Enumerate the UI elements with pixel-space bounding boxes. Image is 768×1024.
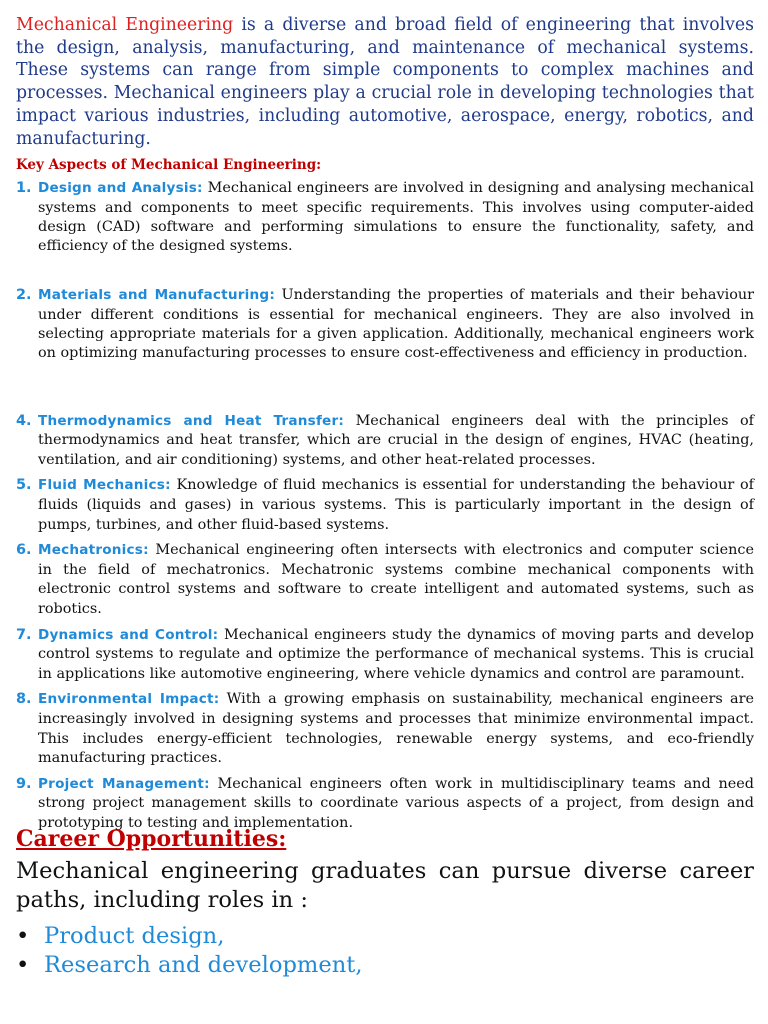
list-item-number: 8.	[16, 691, 32, 708]
list-item	[16, 922, 754, 951]
career-text: Mechanical engineering graduates can pursue diverse career paths, including roles in :	[16, 857, 754, 914]
list-item-number: 2.	[16, 287, 32, 304]
list-item	[16, 476, 754, 535]
list-item-number: 9.	[16, 775, 32, 792]
list-item-term: Thermodynamics and Heat Transfer:	[38, 412, 345, 429]
list-item-term: Mechatronics:	[38, 542, 149, 559]
list-item-term: Dynamics and Control:	[38, 626, 219, 643]
career-heading: Career Opportunities:	[16, 825, 287, 852]
list-item-text: With a growing emphasis on sustainability, mechanical engineers are increasingly involved in designing systems and processes that minimize environmental impact. This includes energy-efficient technologies, renewable energy systems, and eco-friendly manufacturing practices.	[38, 691, 755, 767]
role-label: Product design,	[44, 922, 225, 949]
list-item-number: 6.	[16, 542, 32, 559]
list-item-number: 5.	[16, 477, 32, 494]
list-item-number: 7.	[16, 626, 32, 643]
list-item-number: 4.	[16, 412, 32, 429]
list-item	[16, 412, 754, 471]
bullet: •	[16, 951, 30, 978]
list-item	[16, 775, 754, 831]
list-item-number: 1.	[16, 180, 32, 197]
intro-text: is a diverse and broad field of engineering that involves the design, analysis, manufacturing, and maintenance of mechanical systems. These systems can range from simple components to complex machines and processes. Mechanical engineers play a crucial role in developing technologies that impact various industries, including automotive, aerospace, energy, robotics, and manufacturing.	[16, 15, 754, 149]
roles-list	[16, 922, 754, 980]
list-item	[16, 951, 754, 980]
bullet: •	[16, 922, 30, 949]
list-item-term: Project Management:	[38, 775, 210, 792]
list-item-term: Environmental Impact:	[38, 691, 220, 708]
list-item	[16, 286, 754, 363]
list-item	[16, 690, 754, 768]
role-label: Research and development,	[44, 951, 363, 978]
list-item-text: Mechanical engineers are involved in designing and analysing mechanical systems and components to meet specific requirements. This involves using computer-aided design (CAD) software and performing simulations to ensure the functionality, safety, and efficiency of the designed systems.	[38, 180, 754, 255]
list-item	[16, 541, 754, 619]
document-page	[16, 14, 754, 980]
list-item-text: Understanding the properties of materials and their behaviour under different conditions is essential for mechanical engineers. They are also involved in selecting appropriate materials for a given application. Additionally, mechanical engineers work on optimizing manufacturing processes to ensure cost-effectiveness and efficiency in production.	[38, 287, 754, 362]
list-item-term: Design and Analysis:	[38, 180, 203, 197]
key-aspects-heading: Key Aspects of Mechanical Engineering:	[16, 157, 322, 174]
list-item-text: Mechanical engineering often intersects with electronics and computer science in the field of mechatronics. Mechatronic systems combine mechanical components with electronic control systems and software to create intelligent and automated systems, such as robotics.	[38, 542, 754, 617]
list-item	[16, 179, 754, 256]
list-item-text: Mechanical engineers deal with the principles of thermodynamics and heat transfer, which are crucial in the design of engines, HVAC (heating, ventilation, and air conditioning) systems, and other heat-related processes.	[38, 412, 754, 468]
list-item-text: Mechanical engineers often work in multidisciplinary teams and need strong project management skills to coordinate various aspects of a project, from design and prototyping to testing and implementation.	[38, 775, 754, 831]
aspects-list	[16, 179, 755, 831]
list-item-text: Mechanical engineers study the dynamics of moving parts and develop control systems to regulate and optimize the performance of mechanical systems. This is crucial in applications like automotive engineering, where vehicle dynamics and control are paramount.	[38, 626, 754, 682]
intro-paragraph	[16, 14, 754, 150]
list-item-term: Materials and Manufacturing:	[38, 287, 275, 304]
list-item-term: Fluid Mechanics:	[38, 477, 171, 494]
list-item	[16, 626, 754, 685]
list-item-text: Knowledge of fluid mechanics is essential for understanding the behaviour of fluids (liquids and gases) in various systems. This is particularly important in the design of pumps, turbines, and other fluid-based systems.	[38, 477, 755, 533]
intro-highlight: Mechanical Engineering	[16, 15, 234, 35]
career-section	[16, 825, 754, 980]
